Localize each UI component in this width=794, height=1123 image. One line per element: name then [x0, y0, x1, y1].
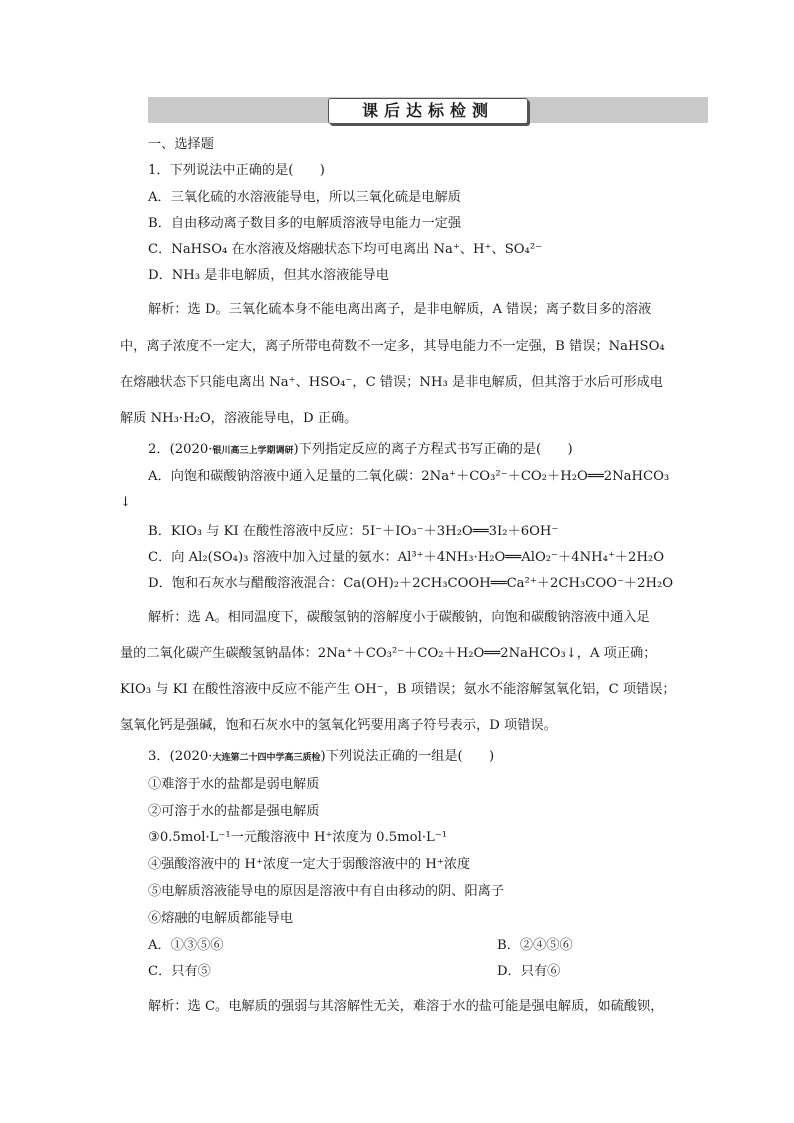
q2-explanation-2: 量的二氧化碳产生碳酸氢钠晶体：2Na⁺＋CO₃²⁻＋CO₂＋H₂O══2NaHCO₃↓，A 项正确；	[120, 646, 657, 661]
q3-stem-suffix: )下列说法正确的一组是( )	[320, 749, 495, 764]
q1-explanation-4: 解质 NH₃·H₂O，溶液能导电，D 正确。	[120, 411, 358, 426]
q2-stem-prefix: 2．(2020·	[148, 442, 213, 457]
q3-statement-2: ②可溶于水的盐都是强电解质	[148, 804, 320, 819]
q1-option-d: D．NH₃ 是非电解质，但其水溶液能导电	[148, 268, 389, 283]
q3-option-a: A．①③⑤⑥	[148, 938, 224, 953]
q2-stem	[148, 441, 573, 460]
q2-stem-suffix: )下列指定反应的离子方程式书写正确的是( )	[293, 442, 573, 457]
q1-explanation-3: 在熔融状态下只能电离出 Na⁺、HSO₄⁻，C 错误；NH₃ 是非电解质，但其溶于水后可形成电	[120, 375, 663, 390]
q2-option-d: D．饱和石灰水与醋酸溶液混合：Ca(OH)₂＋2CH₃COOH══Ca²⁺＋2CH₃COO⁻＋2H₂O	[148, 576, 674, 591]
q3-explanation-1: 解析：选 C。电解质的强弱与其溶解性无关，难溶于水的盐可能是强电解质，如硫酸钡，	[148, 999, 664, 1014]
q3-statement-3: ③0.5mol·L⁻¹一元酸溶液中 H⁺浓度为 0.5mol·L⁻¹	[148, 830, 448, 845]
q1-option-c: C．NaHSO₄ 在水溶液及熔融状态下均可电离出 Na⁺、H⁺、SO₄²⁻	[148, 242, 543, 257]
q3-statement-4: ④强酸溶液中的 H⁺浓度一定大于弱酸溶液中的 H⁺浓度	[148, 857, 471, 872]
q3-stem-prefix: 3．(2020·	[148, 749, 213, 764]
section-heading: 一、选择题	[148, 137, 214, 152]
page-title: 课后达标检测	[328, 98, 528, 124]
q3-source: 大连第二十四中学高三质检	[212, 753, 321, 763]
q1-explanation-1: 解析：选 D。三氧化硫本身不能电离出离子，是非电解质，A 错误；离子数目多的溶液	[148, 302, 652, 317]
q1-explanation-2: 中，离子浓度不一定大，离子所带电荷数不一定多，其导电能力不一定强，B 错误；NaHSO₄	[120, 339, 665, 354]
q1-option-b: B．自由移动离子数目多的电解质溶液导电能力一定强	[148, 216, 462, 231]
q2-source: 银川高三上学期调研	[212, 446, 294, 456]
q1-option-a: A．三氧化硫的水溶液能导电，所以三氧化硫是电解质	[148, 190, 461, 205]
q2-explanation-4: 氢氧化钙是强碱，饱和石灰水中的氢氧化钙要用离子符号表示，D 项错误。	[120, 718, 557, 733]
q2-option-b: B．KIO₃ 与 KI 在酸性溶液中反应：5I⁻＋IO₃⁻＋3H₂O══3I₂＋6OH⁻	[148, 524, 559, 539]
q3-statement-1: ①难溶于水的盐都是弱电解质	[148, 777, 320, 792]
q3-statement-5: ⑤电解质溶液能导电的原因是溶液中有自由移动的阴、阳离子	[148, 884, 505, 899]
q1-stem: 1．下列说法中正确的是( )	[148, 163, 325, 178]
q2-option-a: A．向饱和碳酸钠溶液中通入足量的二氧化碳：2Na⁺＋CO₃²⁻＋CO₂＋H₂O══2NaHCO₃	[148, 469, 670, 484]
q2-explanation-3: KIO₃ 与 KI 在酸性溶液中反应不能产生 OH⁻，B 项错误；氨水不能溶解氢氧化铝，C 项错误；	[120, 682, 676, 697]
q2-option-a-cont: ↓	[120, 495, 132, 510]
q3-option-d: D．只有⑥	[497, 964, 561, 979]
q3-statement-6: ⑥熔融的电解质都能导电	[148, 911, 294, 926]
q3-option-c: C．只有⑤	[148, 964, 211, 979]
q3-option-b: B．②④⑤⑥	[497, 938, 573, 953]
q2-option-c: C．向 Al₂(SO₄)₃ 溶液中加入过量的氨水：Al³⁺＋4NH₃·H₂O══AlO₂⁻＋4NH₄⁺＋2H₂O	[148, 550, 665, 565]
q3-stem	[148, 748, 494, 767]
q2-explanation-1: 解析：选 A。相同温度下，碳酸氢钠的溶解度小于碳酸钠，向饱和碳酸钠溶液中通入足	[148, 610, 650, 625]
